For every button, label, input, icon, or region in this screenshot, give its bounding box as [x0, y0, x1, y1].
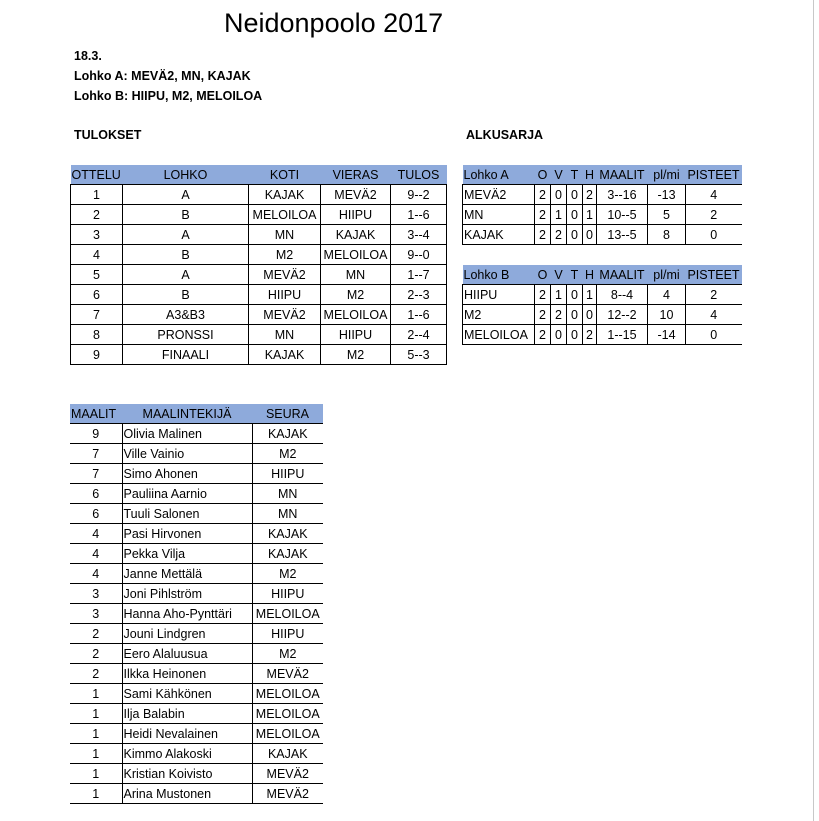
- goals-cell: 1--15: [597, 325, 648, 345]
- group-cell: B: [123, 205, 249, 225]
- wins-cell: 0: [551, 185, 567, 205]
- points-cell: 0: [686, 325, 742, 345]
- match-number-cell: 7: [71, 305, 123, 325]
- match-number-cell: 6: [71, 285, 123, 305]
- scorer-row: [70, 624, 323, 644]
- score-cell: 3--4: [391, 225, 447, 245]
- goals-count-cell: 1: [70, 784, 122, 804]
- goals-count-cell: 6: [70, 484, 122, 504]
- wins-cell: 2: [551, 225, 567, 245]
- goals-cell: 8--4: [597, 285, 648, 305]
- scorer-name-cell: Ilkka Heinonen: [122, 664, 252, 684]
- results-row: [71, 305, 447, 325]
- group-a-col-header: H: [583, 165, 597, 185]
- goal-diff-cell: -13: [648, 185, 686, 205]
- goals-count-cell: 1: [70, 724, 122, 744]
- losses-cell: 1: [583, 205, 597, 225]
- goals-count-cell: 2: [70, 664, 122, 684]
- scorers-header-row: [70, 404, 323, 424]
- home-team-cell: M2: [249, 245, 321, 265]
- goal-diff-cell: 4: [648, 285, 686, 305]
- scorer-name-cell: Simo Ahonen: [122, 464, 252, 484]
- results-col-header: LOHKO: [123, 165, 249, 185]
- goal-diff-cell: -14: [648, 325, 686, 345]
- home-team-cell: MN: [249, 225, 321, 245]
- losses-cell: 0: [583, 225, 597, 245]
- group-b-col-header: Lohko B: [463, 265, 535, 285]
- scorer-row: [70, 724, 323, 744]
- group-b-row: [463, 285, 742, 305]
- goals-count-cell: 7: [70, 444, 122, 464]
- goals-cell: 13--5: [597, 225, 648, 245]
- match-number-cell: 8: [71, 325, 123, 345]
- group-b-row: [463, 305, 742, 325]
- group-b-col-header: MAALIT: [597, 265, 648, 285]
- results-row: [71, 245, 447, 265]
- club-cell: MELOILOA: [252, 684, 323, 704]
- home-team-cell: MN: [249, 325, 321, 345]
- goals-count-cell: 4: [70, 564, 122, 584]
- score-cell: 9--0: [391, 245, 447, 265]
- home-team-cell: MEVÄ2: [249, 305, 321, 325]
- scorer-name-cell: Jouni Lindgren: [122, 624, 252, 644]
- results-col-header: TULOS: [391, 165, 447, 185]
- scorers-col-header: SEURA: [252, 404, 323, 424]
- group-a-table: [462, 165, 742, 245]
- wins-cell: 1: [551, 285, 567, 305]
- scorer-name-cell: Kimmo Alakoski: [122, 744, 252, 764]
- scorer-name-cell: Janne Mettälä: [122, 564, 252, 584]
- points-cell: 0: [686, 225, 742, 245]
- results-col-header: KOTI: [249, 165, 321, 185]
- team-cell: KAJAK: [463, 225, 535, 245]
- scorer-name-cell: Eero Alaluusua: [122, 644, 252, 664]
- home-team-cell: HIIPU: [249, 285, 321, 305]
- points-cell: 2: [686, 285, 742, 305]
- goals-count-cell: 3: [70, 584, 122, 604]
- played-cell: 2: [535, 305, 551, 325]
- group-a-col-header: pl/mi: [648, 165, 686, 185]
- scorer-name-cell: Joni Pihlström: [122, 584, 252, 604]
- home-team-cell: KAJAK: [249, 185, 321, 205]
- scorer-name-cell: Pasi Hirvonen: [122, 524, 252, 544]
- club-cell: MN: [252, 504, 323, 524]
- group-cell: A: [123, 225, 249, 245]
- goals-count-cell: 2: [70, 644, 122, 664]
- home-team-cell: MEVÄ2: [249, 265, 321, 285]
- goals-cell: 12--2: [597, 305, 648, 325]
- club-cell: MELOILOA: [252, 724, 323, 744]
- team-cell: HIIPU: [463, 285, 535, 305]
- group-a-row: [463, 225, 742, 245]
- group-cell: A: [123, 265, 249, 285]
- club-cell: MEVÄ2: [252, 784, 323, 804]
- results-row: [71, 225, 447, 245]
- played-cell: 2: [535, 285, 551, 305]
- goals-count-cell: 1: [70, 684, 122, 704]
- scorer-row: [70, 664, 323, 684]
- losses-cell: 0: [583, 305, 597, 325]
- club-cell: MELOILOA: [252, 704, 323, 724]
- results-row: [71, 325, 447, 345]
- results-header-row: [71, 165, 447, 185]
- results-row: [71, 285, 447, 305]
- score-cell: 1--6: [391, 305, 447, 325]
- home-team-cell: KAJAK: [249, 345, 321, 365]
- club-cell: KAJAK: [252, 744, 323, 764]
- goals-cell: 10--5: [597, 205, 648, 225]
- scorer-row: [70, 764, 323, 784]
- away-team-cell: MEVÄ2: [321, 185, 391, 205]
- played-cell: 2: [535, 325, 551, 345]
- played-cell: 2: [535, 225, 551, 245]
- goals-count-cell: 1: [70, 704, 122, 724]
- results-row: [71, 265, 447, 285]
- standings-heading: ALKUSARJA: [466, 128, 544, 142]
- away-team-cell: KAJAK: [321, 225, 391, 245]
- group-b-col-header: T: [567, 265, 583, 285]
- goal-diff-cell: 10: [648, 305, 686, 325]
- losses-cell: 2: [583, 325, 597, 345]
- team-cell: MN: [463, 205, 535, 225]
- club-cell: HIIPU: [252, 584, 323, 604]
- match-number-cell: 3: [71, 225, 123, 245]
- group-a-row: [463, 205, 742, 225]
- group-cell: PRONSSI: [123, 325, 249, 345]
- results-row: [71, 345, 447, 365]
- score-cell: 9--2: [391, 185, 447, 205]
- scorer-name-cell: Pekka Vilja: [122, 544, 252, 564]
- scorer-row: [70, 704, 323, 724]
- scorer-name-cell: Ville Vainio: [122, 444, 252, 464]
- group-a-row: [463, 185, 742, 205]
- group-a-col-header: V: [551, 165, 567, 185]
- scorers-col-header: MAALINTEKIJÄ: [122, 404, 252, 424]
- club-cell: HIIPU: [252, 464, 323, 484]
- goal-diff-cell: 5: [648, 205, 686, 225]
- score-cell: 1--7: [391, 265, 447, 285]
- scorer-row: [70, 504, 323, 524]
- goals-count-cell: 9: [70, 424, 122, 444]
- score-cell: 5--3: [391, 345, 447, 365]
- group-a-col-header: O: [535, 165, 551, 185]
- group-a-col-header: T: [567, 165, 583, 185]
- results-row: [71, 185, 447, 205]
- scorer-row: [70, 584, 323, 604]
- match-number-cell: 1: [71, 185, 123, 205]
- scorer-name-cell: Kristian Koivisto: [122, 764, 252, 784]
- losses-cell: 2: [583, 185, 597, 205]
- group-b-col-header: PISTEET: [686, 265, 742, 285]
- group-b-header-row: [463, 265, 742, 285]
- goals-count-cell: 2: [70, 624, 122, 644]
- away-team-cell: HIIPU: [321, 205, 391, 225]
- group-a-col-header: PISTEET: [686, 165, 742, 185]
- scorer-name-cell: Olivia Malinen: [122, 424, 252, 444]
- page-edge-line: [813, 0, 814, 821]
- score-cell: 1--6: [391, 205, 447, 225]
- scorer-name-cell: Heidi Nevalainen: [122, 724, 252, 744]
- scorer-name-cell: Arina Mustonen: [122, 784, 252, 804]
- losses-cell: 1: [583, 285, 597, 305]
- club-cell: MELOILOA: [252, 604, 323, 624]
- scorer-row: [70, 644, 323, 664]
- scorer-row: [70, 544, 323, 564]
- group-cell: B: [123, 285, 249, 305]
- scorer-row: [70, 684, 323, 704]
- group-b-table: [462, 265, 742, 345]
- draws-cell: 0: [567, 285, 583, 305]
- scorer-name-cell: Ilja Balabin: [122, 704, 252, 724]
- draws-cell: 0: [567, 225, 583, 245]
- group-a-header-row: [463, 165, 742, 185]
- away-team-cell: MN: [321, 265, 391, 285]
- group-b-row: [463, 325, 742, 345]
- scorer-name-cell: Sami Kähkönen: [122, 684, 252, 704]
- group-b-col-header: V: [551, 265, 567, 285]
- goals-count-cell: 3: [70, 604, 122, 624]
- away-team-cell: HIIPU: [321, 325, 391, 345]
- goals-count-cell: 6: [70, 504, 122, 524]
- scorer-row: [70, 444, 323, 464]
- scorer-row: [70, 784, 323, 804]
- group-a-col-header: Lohko A: [463, 165, 535, 185]
- group-b-col-header: O: [535, 265, 551, 285]
- draws-cell: 0: [567, 325, 583, 345]
- results-table: [70, 165, 447, 365]
- goals-cell: 3--16: [597, 185, 648, 205]
- match-number-cell: 9: [71, 345, 123, 365]
- points-cell: 2: [686, 205, 742, 225]
- goal-diff-cell: 8: [648, 225, 686, 245]
- club-cell: KAJAK: [252, 524, 323, 544]
- draws-cell: 0: [567, 205, 583, 225]
- scorer-name-cell: Hanna Aho-Pynttäri: [122, 604, 252, 624]
- club-cell: KAJAK: [252, 544, 323, 564]
- away-team-cell: MELOILOA: [321, 245, 391, 265]
- match-number-cell: 4: [71, 245, 123, 265]
- scorer-name-cell: Tuuli Salonen: [122, 504, 252, 524]
- scorer-row: [70, 524, 323, 544]
- wins-cell: 2: [551, 305, 567, 325]
- scorer-row: [70, 744, 323, 764]
- club-cell: M2: [252, 444, 323, 464]
- club-cell: M2: [252, 644, 323, 664]
- home-team-cell: MELOILOA: [249, 205, 321, 225]
- group-b-col-header: pl/mi: [648, 265, 686, 285]
- scorer-row: [70, 604, 323, 624]
- played-cell: 2: [535, 205, 551, 225]
- played-cell: 2: [535, 185, 551, 205]
- team-cell: MELOILOA: [463, 325, 535, 345]
- match-number-cell: 2: [71, 205, 123, 225]
- club-cell: M2: [252, 564, 323, 584]
- page-title: Neidonpoolo 2017: [224, 8, 444, 38]
- group-a-col-header: MAALIT: [597, 165, 648, 185]
- club-cell: HIIPU: [252, 624, 323, 644]
- scorer-name-cell: Pauliina Aarnio: [122, 484, 252, 504]
- group-cell: B: [123, 245, 249, 265]
- scorers-table: [70, 404, 323, 804]
- scorer-row: [70, 564, 323, 584]
- goals-count-cell: 7: [70, 464, 122, 484]
- points-cell: 4: [686, 305, 742, 325]
- match-number-cell: 5: [71, 265, 123, 285]
- results-row: [71, 205, 447, 225]
- wins-cell: 1: [551, 205, 567, 225]
- draws-cell: 0: [567, 185, 583, 205]
- team-cell: M2: [463, 305, 535, 325]
- draws-cell: 0: [567, 305, 583, 325]
- club-cell: MN: [252, 484, 323, 504]
- away-team-cell: MELOILOA: [321, 305, 391, 325]
- scorer-row: [70, 484, 323, 504]
- results-col-header: OTTELU: [71, 165, 123, 185]
- group-cell: A: [123, 185, 249, 205]
- results-heading: TULOKSET: [74, 128, 142, 142]
- lohko-a-line: Lohko A: MEVÄ2, MN, KAJAK: [74, 69, 251, 83]
- club-cell: MEVÄ2: [252, 664, 323, 684]
- goals-count-cell: 1: [70, 764, 122, 784]
- wins-cell: 0: [551, 325, 567, 345]
- scorer-row: [70, 464, 323, 484]
- group-cell: FINAALI: [123, 345, 249, 365]
- scorers-col-header: MAALIT: [70, 404, 122, 424]
- results-col-header: VIERAS: [321, 165, 391, 185]
- goals-count-cell: 1: [70, 744, 122, 764]
- group-b-col-header: H: [583, 265, 597, 285]
- away-team-cell: M2: [321, 285, 391, 305]
- points-cell: 4: [686, 185, 742, 205]
- date-line: 18.3.: [74, 49, 102, 63]
- club-cell: KAJAK: [252, 424, 323, 444]
- goals-count-cell: 4: [70, 544, 122, 564]
- club-cell: MEVÄ2: [252, 764, 323, 784]
- goals-count-cell: 4: [70, 524, 122, 544]
- away-team-cell: M2: [321, 345, 391, 365]
- group-cell: A3&B3: [123, 305, 249, 325]
- team-cell: MEVÄ2: [463, 185, 535, 205]
- score-cell: 2--4: [391, 325, 447, 345]
- score-cell: 2--3: [391, 285, 447, 305]
- lohko-b-line: Lohko B: HIIPU, M2, MELOILOA: [74, 89, 263, 103]
- scorer-row: [70, 424, 323, 444]
